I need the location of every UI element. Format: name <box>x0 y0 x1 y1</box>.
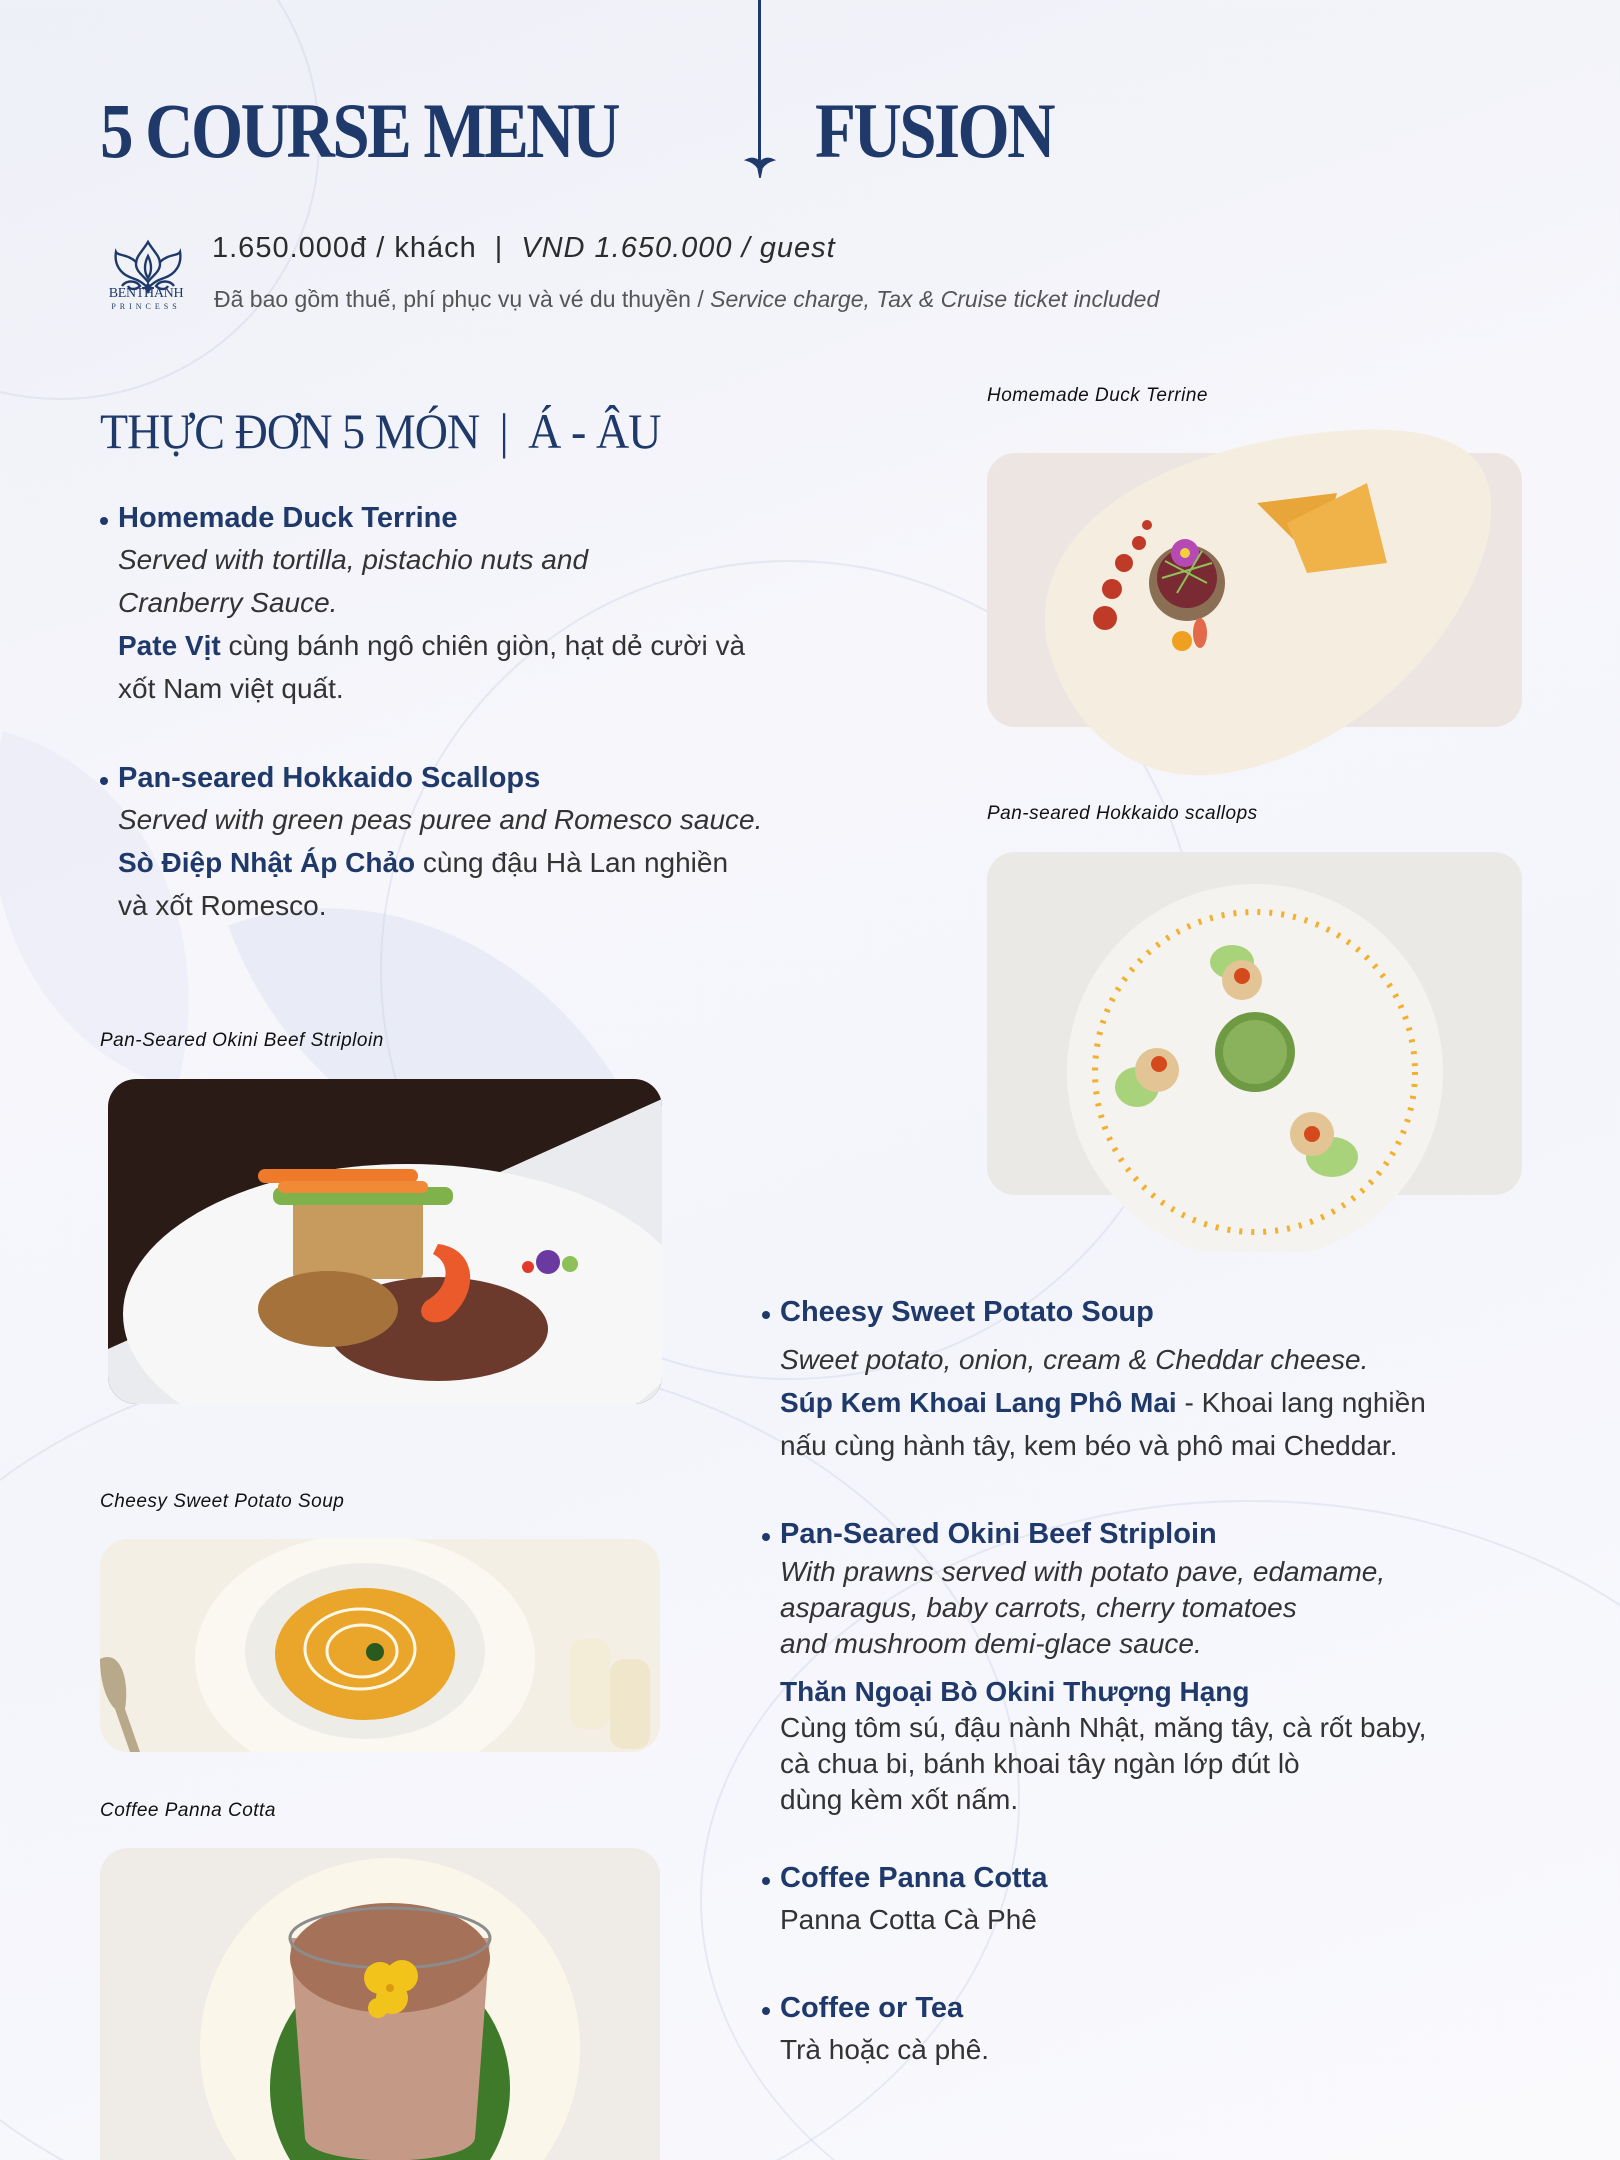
course-item <box>100 498 880 710</box>
course-description-vi: xốt Nam việt quất. <box>118 673 344 704</box>
menu-title: 5 COURSE MENU <box>100 87 619 174</box>
course-description-en: Sweet potato, onion, cream & Cheddar cheese. <box>780 1344 1369 1375</box>
price-en: VND 1.650.000 / guest <box>521 232 836 264</box>
course-description-en: Served with tortilla, pistachio nuts and <box>118 544 589 575</box>
brand-name: BENTHANH <box>108 286 184 301</box>
course-name: Homemade Duck Terrine <box>100 498 880 538</box>
brand-sub: PRINCESS <box>111 302 181 311</box>
photo-caption: Coffee Panna Cotta <box>100 1800 276 1821</box>
photo-caption: Pan-Seared Okini Beef Striploin <box>100 1030 384 1051</box>
course-description-en: With prawns served with potato pave, edamame, <box>780 1556 1386 1587</box>
price-separator: | <box>494 232 504 264</box>
included-en: Service charge, Tax & Cruise ticket included <box>710 286 1160 312</box>
panna-cotta-photo <box>100 1848 660 2160</box>
course-name: Coffee Panna Cotta <box>762 1858 1582 1898</box>
course-item <box>762 1292 1582 1467</box>
course-description-vi: Trà hoặc cà phê. <box>780 2034 990 2065</box>
included-note <box>214 286 1159 313</box>
beef-plate-icon <box>108 1079 662 1404</box>
menu-style-title: FUSION <box>815 87 1053 174</box>
panna-cotta-glass-icon <box>100 1848 660 2160</box>
course-description-en: and mushroom demi-glace sauce. <box>780 1628 1202 1659</box>
title-divider <box>758 0 761 160</box>
course-name: Pan-seared Hokkaido Scallops <box>100 758 900 798</box>
course-description-vi: nấu cùng hành tây, kem béo và phô mai Cheddar. <box>780 1430 1398 1461</box>
course-name-vi: Sò Điệp Nhật Áp Chảo <box>118 847 416 878</box>
section-title-right: Á - ÂU <box>528 403 661 459</box>
course-description-vi-text: cùng bánh ngô chiên giòn, hạt dẻ cười và <box>220 630 746 661</box>
course-description-vi-text: - Khoai lang nghiền <box>1176 1387 1426 1418</box>
course-description-vi <box>100 841 900 884</box>
scallops-photo <box>987 852 1522 1195</box>
potato-soup-photo <box>100 1539 660 1752</box>
price-line <box>212 232 836 265</box>
course-description-vi: cà chua bi, bánh khoai tây ngàn lớp đút lò <box>780 1748 1300 1779</box>
section-separator: | <box>499 403 508 459</box>
price-vi: 1.650.000đ / khách <box>212 232 477 264</box>
course-name: Coffee or Tea <box>762 1988 1582 2028</box>
course-item <box>762 1858 1582 1941</box>
duck-terrine-plate-icon <box>987 393 1522 793</box>
background-swirl <box>0 0 320 400</box>
photo-caption: Homemade Duck Terrine <box>987 385 1208 406</box>
course-description-en: Served with green peas puree and Romesco sauce. <box>118 804 763 835</box>
course-name-vi: Súp Kem Khoai Lang Phô Mai <box>780 1387 1177 1418</box>
course-description-vi <box>762 1381 1582 1424</box>
course-item <box>762 1988 1582 2071</box>
course-description-vi <box>100 624 880 667</box>
course-description-en: asparagus, baby carrots, cherry tomatoes <box>780 1592 1297 1623</box>
course-description-vi: dùng kèm xốt nấm. <box>780 1784 1019 1815</box>
course-description-vi: Panna Cotta Cà Phê <box>780 1904 1037 1935</box>
section-title-left: THỰC ĐƠN 5 MÓN <box>100 403 480 459</box>
course-name-vi-text: Thăn Ngoại Bò Okini Thượng Hạng <box>780 1676 1250 1707</box>
fleur-ornament-icon <box>744 152 776 178</box>
scallops-plate-icon <box>987 852 1522 1252</box>
course-description-vi-text: cùng đậu Hà Lan nghiền <box>415 847 729 878</box>
included-vi: Đã bao gồm thuế, phí phục vụ và vé du thuyền / <box>214 286 711 312</box>
course-item <box>762 1514 1582 1818</box>
course-name-vi: Pate Vịt <box>118 630 221 661</box>
beef-striploin-photo <box>108 1079 662 1404</box>
course-name-vi <box>762 1674 1582 1710</box>
course-name: Cheesy Sweet Potato Soup <box>762 1292 1582 1332</box>
course-description-vi: và xốt Romesco. <box>118 890 327 921</box>
photo-caption: Pan-seared Hokkaido scallops <box>987 803 1258 824</box>
section-title <box>100 402 661 460</box>
course-description-en: Cranberry Sauce. <box>118 587 338 618</box>
photo-caption: Cheesy Sweet Potato Soup <box>100 1491 345 1512</box>
course-item <box>100 758 900 927</box>
course-name: Pan-Seared Okini Beef Striploin <box>762 1514 1582 1554</box>
soup-bowl-icon <box>100 1539 660 1752</box>
duck-terrine-photo <box>987 453 1522 727</box>
course-description-vi: Cùng tôm sú, đậu nành Nhật, măng tây, cà rốt baby, <box>780 1712 1427 1743</box>
